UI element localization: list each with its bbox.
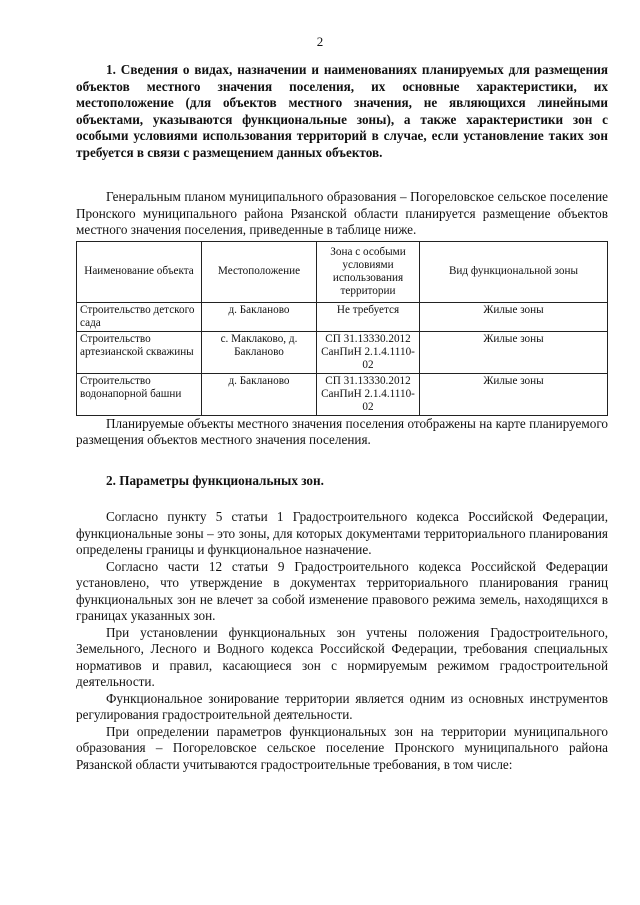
section-2-paragraph: Согласно части 12 статьи 9 Градостроительного кодекса Российской Федерации установлено, что утверждение в документах территориального планирования границ функциональных зон не влечет за собой изменение правового режима земель, находящихся в границах указанных зон.: [76, 558, 608, 623]
table-cell: Строительство детского сада: [77, 302, 202, 331]
table-cell: СП 31.13330.2012 СанПиН 2.1.4.1110-02: [317, 373, 420, 415]
table-row: [77, 302, 608, 331]
table-cell: Жилые зоны: [420, 373, 608, 415]
section-2-paragraph: Согласно пункту 5 статьи 1 Градостроительного кодекса Российской Федерации, функциональные зоны – это зоны, для которых документами территориального планирования определены границы и функциональное назначение.: [76, 509, 608, 557]
table-header-cell: Наименование объекта: [77, 241, 202, 302]
table-cell: Не требуется: [317, 302, 420, 331]
section-1-after-table: Планируемые объекты местного значения поселения отображены на карте планируемого размещения объектов местного значения поселения.: [76, 415, 608, 447]
section-1-intro: Генеральным планом муниципального образования – Погореловское сельское поселение Пронского муниципального района Рязанской области планируется размещение объектов местного значения поселения, приведенные в таблице ниже.: [76, 189, 608, 237]
table-cell: СП 31.13330.2012 СанПиН 2.1.4.1110-02: [317, 331, 420, 373]
table-cell: Жилые зоны: [420, 331, 608, 373]
table-cell: с. Маклаково, д. Бакланово: [202, 331, 317, 373]
table-cell: д. Бакланово: [202, 373, 317, 415]
table-header-cell: Зона с особыми условиями использования территории: [317, 241, 420, 302]
section-2-paragraph: При установлении функциональных зон учтены положения Градостроительного, Земельного, Лесного и Водного кодекса Российской Федерации, требования специальных нормативов и правил, касающиеся зон с нормируемым режимом градостроительной деятельности.: [76, 624, 608, 689]
section-1-heading: 1. Сведения о видах, назначении и наименованиях планируемых для размещения объектов местного значения поселения, их основные характеристики, их местоположение (для объектов местного значения, не являющихся линейными объектами, указываются функциональные зоны), а также характеристики зон с особыми условиями использования территорий в случае, если установление таких зон требуется в связи с размещением данных объектов.: [76, 62, 608, 160]
page-number: 2: [316, 34, 324, 49]
table-header-cell: Местоположение: [202, 241, 317, 302]
table-cell: Строительство водонапорной башни: [77, 373, 202, 415]
table-header-cell: Вид функциональной зоны: [420, 241, 608, 302]
section-2-heading: 2. Параметры функциональных зон.: [106, 472, 324, 488]
section-2-paragraph: При определении параметров функциональных зон на территории муниципального образования – Погореловское сельское поселение Пронского муниципального района Рязанской области учитываются градостроительные требования, в том числе:: [76, 723, 608, 772]
table-cell: Жилые зоны: [420, 302, 608, 331]
document-body: [76, 62, 608, 773]
table-row: [77, 373, 608, 415]
section-2-paragraph: Функциональное зонирование территории является одним из основных инструментов регулирования градостроительной деятельности.: [76, 690, 608, 722]
table-cell: д. Бакланово: [202, 302, 317, 331]
planned-objects-table: [76, 241, 608, 416]
table-header-row: [77, 241, 608, 302]
table-row: [77, 331, 608, 373]
table-cell: Строительство артезианской скважины: [77, 331, 202, 373]
